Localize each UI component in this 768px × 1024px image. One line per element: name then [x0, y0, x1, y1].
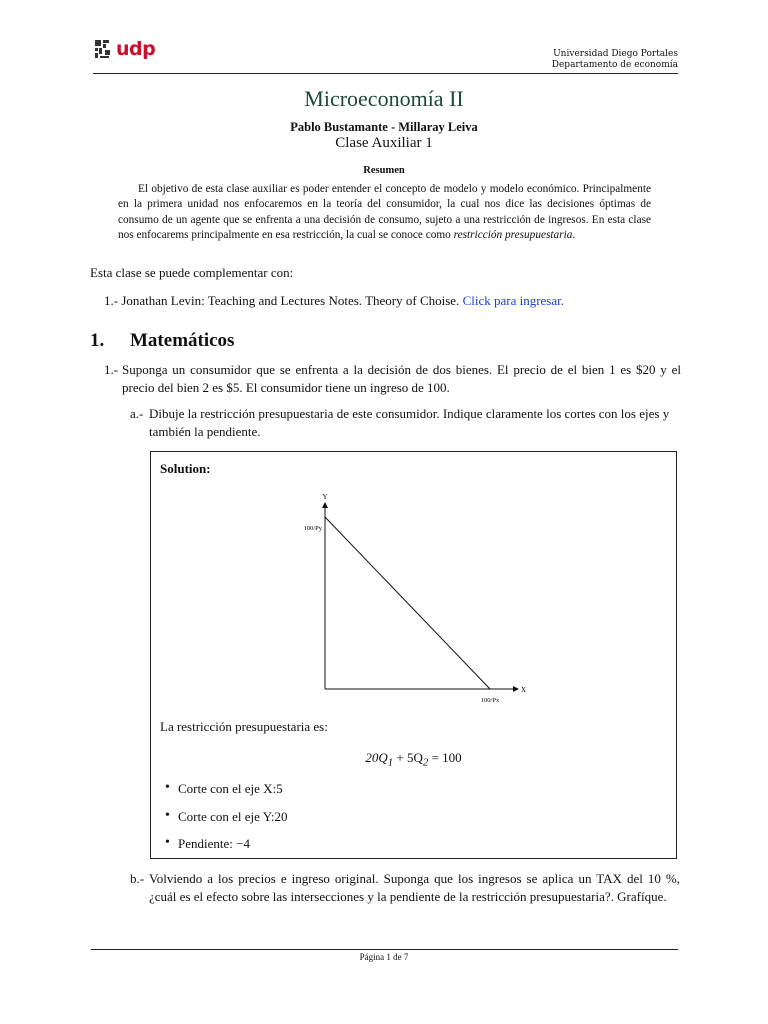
abstract — [118, 182, 651, 243]
class-name: Clase Auxiliar 1 — [335, 135, 433, 151]
authors: Pablo Bustamante - Millaray Leiva — [290, 120, 478, 134]
eq-sub-2: 2 — [422, 756, 429, 769]
eq-rhs: = 100 — [428, 750, 462, 765]
x-intercept-label: 100/Px — [480, 697, 500, 704]
eq-term-1: 20Q — [365, 750, 388, 765]
bullet-y-intercept: • Corte con el eje Y:20 — [165, 808, 288, 836]
abstract-text: El objetivo de esta clase auxiliar es poder entender el concepto de modelo y modelo económico. Principalmente en la primera unidad nos enfocaremos en la teoría del consumidor, la cual nos dice las decisiones óptimas de consumo de un agente que se enfrenta a una decisión de consumo, sujeto a una restricción de ingresos. En esta clase nos enfocarems principalmente en esa restricción, la cual se conoce como — [118, 183, 651, 241]
abstract-heading: Resumen — [363, 165, 405, 176]
university-name: Universidad Diego Portales — [553, 49, 678, 59]
question-1-text: Suponga un consumidor que se enfrenta a la decisión de dos bienes. El precio de el bien 1 es $20 y el precio del bien 2 es $5. El consumidor tiene un ingreso de 100. — [122, 362, 681, 395]
part-a — [130, 405, 680, 440]
abstract-emphasis: restricción presupuestaria — [453, 228, 573, 241]
part-b — [130, 870, 680, 905]
department-name: Departamento de economía — [551, 60, 678, 70]
abstract-end: . — [572, 228, 576, 241]
budget-constraint-chart — [290, 480, 530, 710]
part-a-text: Dibuje la restricción presupuestaria de este consumidor. Indique claramente los cortes con los ejes y también la pendiente. — [149, 406, 670, 439]
budget-intro: La restricción presupuestaria es: — [160, 719, 328, 734]
reference-link[interactable]: Click para ingresar. — [462, 293, 564, 308]
bullet-slope: • Pendiente: −4 — [165, 835, 288, 863]
logo-text: udp — [116, 38, 156, 60]
y-axis-label: Y — [322, 493, 328, 501]
solution-bullets — [165, 780, 288, 863]
question-1-label: 1.- — [104, 362, 119, 377]
y-intercept-label: 100/Py — [303, 525, 322, 532]
university-header — [552, 49, 678, 71]
logo-mark-icon — [94, 39, 112, 59]
reference-label: 1.- — [104, 293, 119, 308]
udp-logo — [94, 38, 155, 60]
solution-label: Solution: — [160, 461, 211, 476]
question-1 — [104, 361, 681, 396]
x-axis-label: X — [521, 686, 527, 694]
part-b-label: b.- — [130, 871, 145, 886]
reference-item — [104, 292, 684, 310]
page-footer: Página 1 de 7 — [359, 952, 409, 962]
section-heading — [90, 330, 234, 352]
footer-rule — [91, 949, 678, 950]
header-rule — [93, 73, 678, 74]
budget-equation — [0, 750, 768, 769]
eq-sub-1: 1 — [387, 756, 394, 769]
eq-term-2: + 5Q — [393, 750, 423, 765]
bullet-x-intercept: • Corte con el eje X:5 — [165, 780, 288, 808]
part-a-label: a.- — [130, 406, 144, 421]
document-title: Microeconomía II — [304, 86, 464, 111]
reference-text: Jonathan Levin: Teaching and Lectures Notes. Theory of Choise. — [121, 293, 460, 308]
complement-intro: Esta clase se puede complementar con: — [90, 265, 294, 280]
budget-line-segment — [325, 517, 490, 689]
part-b-text: Volviendo a los precios e ingreso original. Suponga que los ingresos se aplica un TAX del 10 %, ¿cuál es el efecto sobre las intersecciones y la pendiente de la restricción presupuestaria?. Grafíque. — [149, 871, 680, 904]
section-title: Matemáticos — [130, 330, 235, 351]
section-number: 1. — [90, 330, 105, 351]
